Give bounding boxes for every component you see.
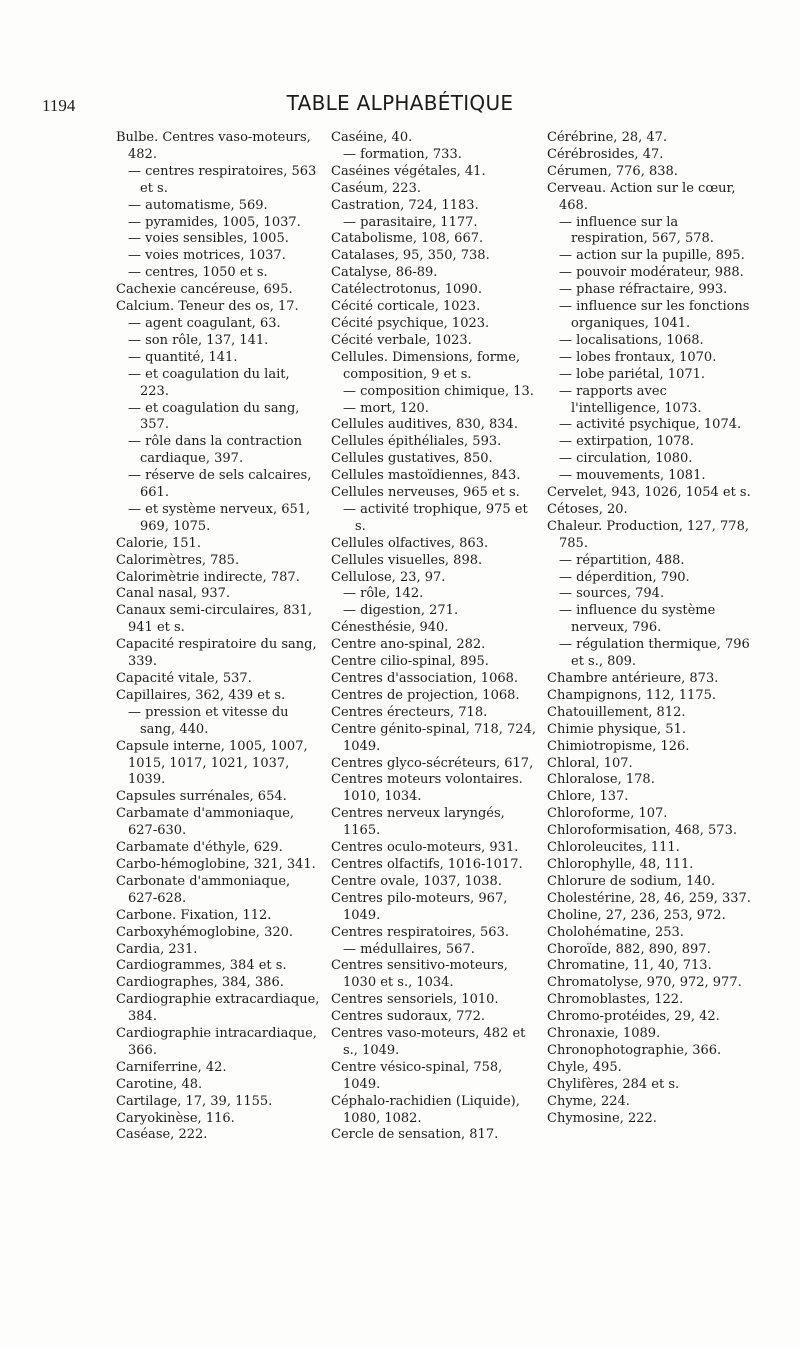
- index-entry: — médullaires, 567.: [343, 941, 475, 957]
- index-entry: Chlorure de sodium, 140.: [547, 873, 715, 889]
- index-entry: — déperdition, 790.: [559, 569, 690, 585]
- index-entry: Canal nasal, 937.: [116, 586, 231, 602]
- index-entry: Cécité verbale, 1023.: [331, 332, 472, 348]
- index-entry: Chloralose, 178.: [547, 772, 655, 788]
- index-entry: — centres respiratoires, 563 et s.: [128, 163, 317, 196]
- index-entry: Capacité vitale, 537.: [116, 671, 252, 686]
- index-entry: Choroïde, 882, 890, 897.: [547, 941, 711, 957]
- index-entry: Cécité psychique, 1023.: [331, 315, 490, 331]
- index-entry: Cartilage, 17, 39, 1155.: [116, 1093, 273, 1109]
- index-entry: Chromoblastes, 122.: [547, 992, 684, 1008]
- index-entry: Calorimètres, 785.: [116, 552, 240, 568]
- index-entry: Cardiographie intracardiaque, 366.: [116, 1026, 317, 1058]
- index-entry: Chylifères, 284 et s.: [547, 1076, 680, 1092]
- index-entry: — rôle dans la contraction cardiaque, 397.: [128, 434, 302, 467]
- index-entry: Carbamate d'éthyle, 629.: [116, 840, 283, 856]
- index-entry: Cercle de sensation, 817.: [331, 1127, 499, 1143]
- index-entry: Chloroforme, 107.: [547, 806, 668, 822]
- index-entry: Cholohématine, 253.: [547, 924, 684, 940]
- index-entry: — voies sensibles, 1005.: [128, 231, 289, 247]
- index-entry: Capsules surrénales, 654.: [116, 789, 287, 805]
- index-entry: Carbamate d'ammoniaque, 627-630.: [116, 806, 295, 839]
- index-entry: Calorimètrie indirecte, 787.: [116, 569, 300, 585]
- index-entry: — phase réfractaire, 993.: [559, 282, 728, 298]
- index-entry: Carbone. Fixation, 112.: [116, 907, 272, 923]
- index-entry: Cellules nerveuses, 965 et s.: [331, 485, 520, 501]
- index-entry: Chromo-protéides, 29, 42.: [547, 1009, 720, 1025]
- index-entry: Céphalo-rachidien (Liquide), 1080, 1082.: [331, 1093, 520, 1126]
- index-entry: — rapports avec l'intelligence, 1073.: [559, 383, 702, 416]
- index-entry: Centres nerveux laryngés, 1165.: [331, 806, 505, 839]
- index-entry: — rôle, 142.: [343, 586, 424, 602]
- index-entry: Cérébrine, 28, 47.: [547, 130, 668, 145]
- index-entry: Chloral, 107.: [547, 755, 633, 771]
- index-entry: — extirpation, 1078.: [559, 434, 694, 450]
- index-entry: — circulation, 1080.: [559, 451, 693, 467]
- index-entry: Chatouillement, 812.: [547, 704, 686, 720]
- index-entry: Cécité corticale, 1023.: [331, 299, 481, 315]
- index-entry: Chymosine, 222.: [547, 1110, 657, 1126]
- index-entry: Caséase, 222.: [116, 1127, 208, 1143]
- index-entry: Centres érecteurs, 718.: [331, 704, 488, 720]
- running-head-title: TABLE ALPHABÉTIQUE: [286, 91, 514, 115]
- index-entry: — agent coagulant, 63.: [128, 315, 281, 331]
- index-entry: Cachexie cancéreuse, 695.: [116, 282, 293, 298]
- index-entry: Champignons, 112, 1175.: [547, 687, 716, 703]
- index-entry: Centre génito-spinal, 718, 724, 1049.: [331, 721, 536, 754]
- index-entry: — composition chimique, 13.: [343, 383, 534, 399]
- index-entry: — quantité, 141.: [128, 349, 238, 365]
- index-entry: Capillaires, 362, 439 et s.: [116, 687, 286, 703]
- index-entry: Chimie physique, 51.: [547, 721, 686, 737]
- index-entry: Capacité respiratoire du sang, 339.: [116, 637, 317, 670]
- index-entry: — pyramides, 1005, 1037.: [128, 214, 301, 230]
- index-entry: Carbonate d'ammoniaque, 627-628.: [116, 873, 291, 906]
- index-entry: Chromatolyse, 970, 972, 977.: [547, 975, 742, 991]
- index-entry: — localisations, 1068.: [559, 332, 704, 348]
- index-entry: Chromatine, 11, 40, 713.: [547, 958, 712, 974]
- index-entry: — mort, 120.: [343, 400, 429, 416]
- index-entry: — répartition, 488.: [559, 552, 685, 568]
- index-entry: Centres sudoraux, 772.: [331, 1009, 486, 1025]
- index-entry: — voies motrices, 1037.: [128, 248, 286, 264]
- index-entry: Bulbe. Centres vaso-moteurs, 482.: [116, 130, 311, 162]
- index-entry: Centres olfactifs, 1016-1017.: [331, 856, 523, 872]
- index-entry: Calorie, 151.: [116, 535, 201, 551]
- index-column-2: [331, 130, 536, 1144]
- index-entry: Caryokinèse, 116.: [116, 1110, 235, 1126]
- index-entry: Caséine, 40.: [331, 130, 413, 145]
- index-entry: — mouvements, 1081.: [559, 468, 706, 484]
- index-entry: Castration, 724, 1183.: [331, 197, 479, 213]
- index-entry: Cellules olfactives, 863.: [331, 535, 489, 551]
- index-entry: — influence du système nerveux, 796.: [559, 603, 716, 636]
- index-entry: Catalases, 95, 350, 738.: [331, 248, 490, 264]
- index-entry: Cellules épithéliales, 593.: [331, 434, 502, 450]
- index-entry: — pression et vitesse du sang, 440.: [128, 704, 289, 737]
- index-entry: Carotine, 48.: [116, 1076, 203, 1092]
- index-entry: Choline, 27, 236, 253, 972.: [547, 907, 726, 923]
- index-entry: Capsule interne, 1005, 1007, 1015, 1017, 1021, 1037, 1039.: [116, 738, 308, 788]
- index-entry: Cérumen, 776, 838.: [547, 163, 678, 179]
- index-entry: Cellules gustatives, 850.: [331, 451, 493, 467]
- index-entry: Chloroleucites, 111.: [547, 840, 680, 856]
- index-entry: — et coagulation du sang, 357.: [128, 400, 300, 433]
- index-entry: Carboxyhémoglobine, 320.: [116, 924, 294, 940]
- index-entry: Centres pilo-moteurs, 967, 1049.: [331, 890, 508, 923]
- index-entry: Calcium. Teneur des os, 17.: [116, 299, 299, 315]
- index-entry: — influence sur les fonctions organiques, 1041.: [559, 299, 750, 331]
- index-entry: Cerveau. Action sur le cœur, 468.: [547, 180, 736, 213]
- index-entry: — pouvoir modérateur, 988.: [559, 265, 744, 281]
- index-entry: Chaleur. Production, 127, 778, 785.: [547, 518, 749, 551]
- index-entry: — formation, 733.: [343, 146, 462, 162]
- index-column-3: [547, 130, 752, 1127]
- index-entry: Centre ovale, 1037, 1038.: [331, 873, 502, 889]
- index-entry: Cardiographes, 384, 386.: [116, 975, 284, 991]
- index-entry: Chronaxie, 1089.: [547, 1026, 661, 1042]
- index-entry: Cardiographie extracardiaque, 384.: [116, 992, 320, 1025]
- index-entry: Cellules. Dimensions, forme, composition, 9 et s.: [331, 349, 521, 382]
- index-entry: Chlore, 137.: [547, 789, 629, 805]
- index-entry: Chambre antérieure, 873.: [547, 671, 719, 686]
- index-entry: Caséines végétales, 41.: [331, 163, 486, 179]
- index-entry: Chronophotographie, 366.: [547, 1042, 722, 1058]
- index-entry: Catabolisme, 108, 667.: [331, 231, 484, 247]
- index-entry: — sources, 794.: [559, 586, 665, 602]
- index-entry: Carbo-hémoglobine, 321, 341.: [116, 856, 316, 872]
- index-entry: Cardiogrammes, 384 et s.: [116, 958, 287, 974]
- index-entry: Cervelet, 943, 1026, 1054 et s.: [547, 485, 751, 501]
- index-entry: Chimiotropisme, 126.: [547, 738, 690, 754]
- index-entry: Catalyse, 86-89.: [331, 265, 438, 281]
- index-entry: Caséum, 223.: [331, 180, 421, 196]
- index-entry: Chyle, 495.: [547, 1059, 622, 1075]
- index-entry: — son rôle, 137, 141.: [128, 332, 269, 348]
- index-entry: — parasitaire, 1177.: [343, 214, 478, 230]
- index-entry: — lobes frontaux, 1070.: [559, 349, 717, 365]
- index-entry: Cardia, 231.: [116, 941, 198, 957]
- index-entry: — régulation thermique, 796 et s., 809.: [559, 637, 750, 670]
- index-column-1: [116, 130, 321, 1144]
- index-entry: Cellules auditives, 830, 834.: [331, 417, 518, 433]
- index-entry: — automatisme, 569.: [128, 197, 268, 213]
- index-entry: Cénesthésie, 940.: [331, 620, 449, 636]
- index-entry: — et système nerveux, 651, 969, 1075.: [128, 501, 311, 534]
- index-entry: Cellulose, 23, 97.: [331, 569, 446, 585]
- index-entry: Cellules mastoïdiennes, 843.: [331, 468, 521, 484]
- index-entry: Centres glyco-sécréteurs, 617,: [331, 755, 534, 771]
- index-entry: Centres moteurs volontaires. 1010, 1034.: [331, 772, 523, 805]
- index-entry: — réserve de sels calcaires, 661.: [128, 468, 312, 501]
- index-entry: Chyme, 224.: [547, 1093, 630, 1109]
- index-entry: — influence sur la respiration, 567, 578.: [559, 214, 714, 247]
- index-entry: Centre cilio-spinal, 895.: [331, 654, 489, 670]
- index-entry: Canaux semi-circulaires, 831, 941 et s.: [116, 603, 313, 636]
- index-entry: Chlorophylle, 48, 111.: [547, 856, 694, 872]
- index-entry: — lobe pariétal, 1071.: [559, 366, 706, 382]
- index-entry: — digestion, 271.: [343, 603, 459, 619]
- index-entry: Centres de projection, 1068.: [331, 687, 520, 703]
- index-entry: Centre ano-spinal, 282.: [331, 637, 486, 653]
- index-entry: Cholestérine, 28, 46, 259, 337.: [547, 890, 751, 906]
- index-entry: Centres d'association, 1068.: [331, 671, 519, 686]
- index-entry: Centre vésico-spinal, 758, 1049.: [331, 1059, 503, 1092]
- index-entry: Centres vaso-moteurs, 482 et s., 1049.: [331, 1026, 526, 1058]
- index-entry: Centres oculo-moteurs, 931.: [331, 840, 519, 856]
- index-entry: Cellules visuelles, 898.: [331, 552, 483, 568]
- index-entry: Catélectrotonus, 1090.: [331, 282, 482, 298]
- index-entry: — action sur la pupille, 895.: [559, 248, 745, 264]
- index-entry: — et coagulation du lait, 223.: [128, 366, 290, 399]
- page-number: 1194: [42, 96, 76, 115]
- index-entry: Centres sensoriels, 1010.: [331, 992, 499, 1008]
- index-entry: — activité psychique, 1074.: [559, 417, 742, 433]
- index-entry: Centres sensitivo-moteurs, 1030 et s., 1034.: [331, 958, 508, 991]
- index-entry: — centres, 1050 et s.: [128, 265, 268, 281]
- index-entry: Centres respiratoires, 563.: [331, 924, 509, 940]
- index-entry: Cérébrosides, 47.: [547, 146, 664, 162]
- index-entry: Carniferrine, 42.: [116, 1059, 227, 1075]
- index-entry: Cétoses, 20.: [547, 501, 628, 517]
- index-entry: Chloroformisation, 468, 573.: [547, 823, 737, 839]
- index-entry: — activité trophique, 975 et s.: [343, 501, 528, 534]
